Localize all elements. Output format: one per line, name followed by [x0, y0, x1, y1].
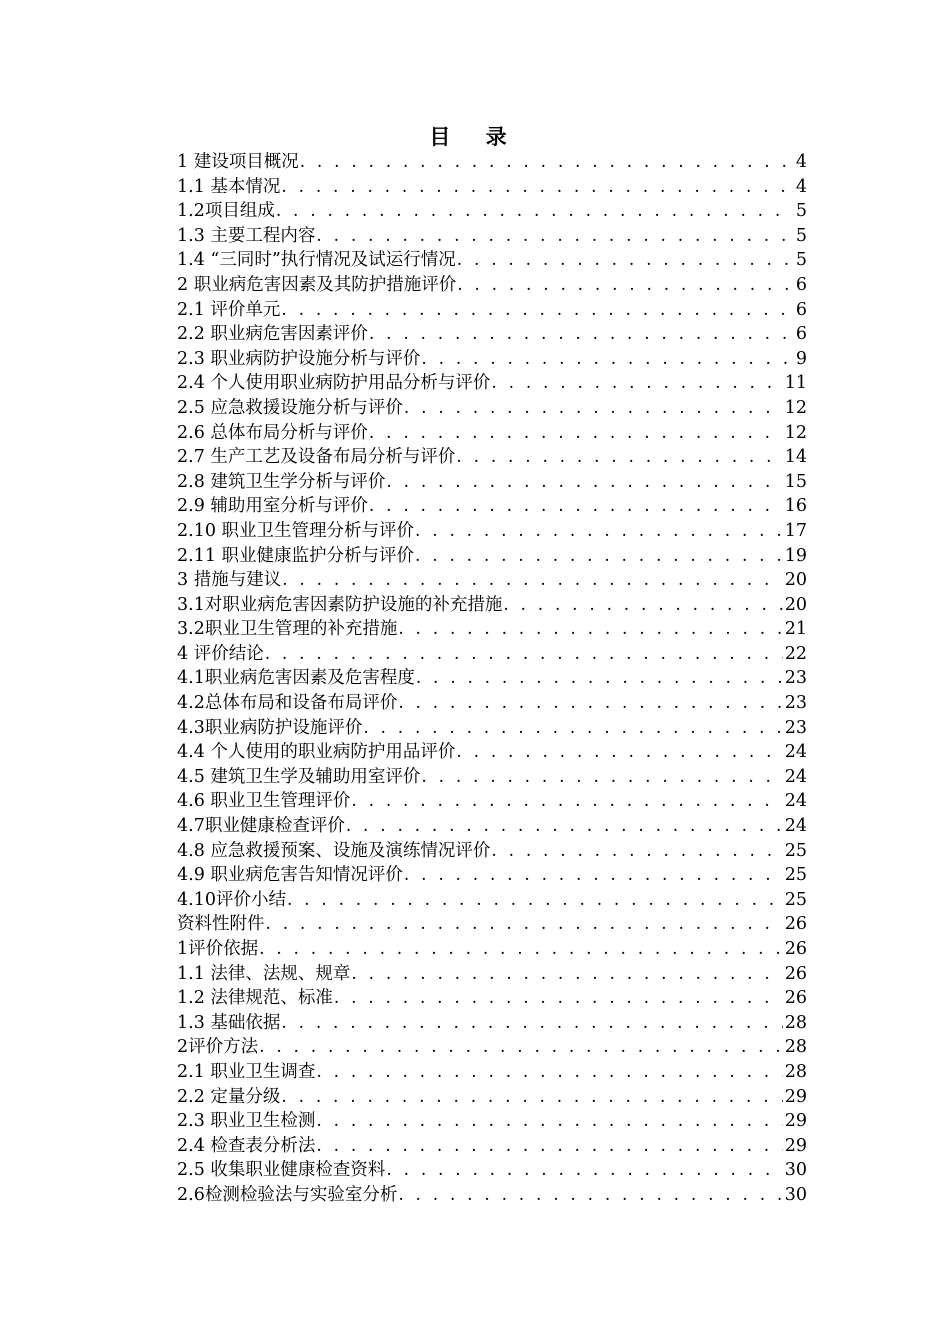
toc-dot-leader — [276, 199, 794, 224]
toc-entry[interactable] — [177, 396, 807, 421]
toc-entry-label: 4.3职业病防护设施评价 — [177, 717, 363, 738]
toc-entry[interactable] — [177, 691, 807, 716]
toc-page-number: 19 — [784, 545, 807, 566]
toc-entry-label: 2.10 职业卫生管理分析与评价 — [177, 520, 415, 541]
toc-dot-leader — [415, 544, 783, 569]
toc-entry-label: 4.8 应急救援预案、设施及演练情况评价 — [177, 840, 491, 861]
toc-entry-label: 1.1 基本情况 — [177, 176, 281, 197]
toc-entry[interactable] — [177, 814, 807, 839]
toc-page-number: 17 — [784, 520, 807, 541]
toc-entry-label: 2.3 职业卫生检测 — [177, 1111, 316, 1132]
toc-dot-leader — [282, 568, 783, 593]
toc-page-number: 14 — [784, 447, 807, 468]
toc-page-number: 29 — [784, 1135, 807, 1156]
toc-dot-leader — [300, 150, 794, 175]
toc-entry-label: 1.3 主要工程内容 — [177, 225, 316, 246]
toc-page-number: 23 — [784, 693, 807, 714]
toc-page-number: 11 — [784, 373, 807, 394]
toc-dot-leader — [281, 175, 793, 200]
toc-entry-label: 资料性附件 — [177, 914, 265, 935]
toc-dot-leader — [369, 494, 783, 519]
toc-page-number: 5 — [795, 225, 807, 246]
toc-entry[interactable] — [177, 224, 807, 249]
toc-entry-label: 4.1职业病危害因素及危害程度 — [177, 668, 415, 689]
toc-dot-leader — [503, 593, 782, 618]
toc-entry-label: 2.1 职业卫生调查 — [177, 1061, 316, 1082]
toc-entry-label: 4.7职业健康检查评价 — [177, 816, 345, 837]
toc-entry[interactable] — [177, 617, 807, 642]
toc-entry-label: 2.2 职业病危害因素评价 — [177, 324, 368, 345]
toc-entry-label: 2.4 检查表分析法 — [177, 1135, 316, 1156]
toc-dot-leader — [351, 789, 782, 814]
toc-entry[interactable] — [177, 1060, 807, 1085]
toc-dot-leader — [259, 1035, 783, 1060]
toc-entry-label: 4.4 个人使用的职业病防护用品评价 — [177, 742, 456, 763]
toc-dot-leader — [421, 347, 793, 372]
toc-dot-leader — [265, 642, 783, 667]
toc-page-number: 24 — [784, 791, 807, 812]
toc-entry[interactable] — [177, 347, 807, 372]
toc-dot-leader — [266, 912, 783, 937]
toc-entry[interactable] — [177, 937, 807, 962]
toc-page-number: 16 — [784, 496, 807, 517]
toc-entry-label: 2.1 评价单元 — [177, 299, 281, 320]
toc-entry[interactable] — [177, 1035, 807, 1060]
toc-page-number: 28 — [784, 1061, 807, 1082]
toc-entry[interactable] — [177, 175, 807, 200]
toc-dot-leader — [457, 273, 794, 298]
toc-entry-label: 2.3 职业病防护设施分析与评价 — [177, 348, 421, 369]
toc-entry-label: 4.9 职业病危害告知情况评价 — [177, 865, 403, 886]
toc-entry-label: 2评价方法 — [177, 1037, 259, 1058]
toc-dot-leader — [316, 224, 793, 249]
toc-page-number: 12 — [784, 397, 807, 418]
toc-dot-leader — [281, 1085, 782, 1110]
toc-dot-leader — [491, 371, 782, 396]
toc-entry[interactable] — [177, 199, 807, 224]
toc-entry-label: 2.5 应急救援设施分析与评价 — [177, 397, 403, 418]
toc-entry-label: 2.5 收集职业健康检查资料 — [177, 1160, 386, 1181]
toc-entry[interactable] — [177, 1011, 807, 1036]
toc-entry[interactable] — [177, 1183, 807, 1208]
toc-entry-label: 1.1 法律、法规、规章 — [177, 963, 351, 984]
toc-dot-leader — [281, 298, 793, 323]
toc-page-number: 26 — [784, 988, 807, 1009]
toc-page-number: 9 — [795, 348, 807, 369]
toc-entry-label: 2.9 辅助用室分析与评价 — [177, 496, 368, 517]
toc-page-number: 5 — [795, 201, 807, 222]
toc-dot-leader — [363, 716, 782, 741]
toc-entry-label: 4.2总体布局和设备布局评价 — [177, 693, 398, 714]
toc-page-number: 20 — [784, 570, 807, 591]
toc-entry-label: 2.6检测检验法与实验室分析 — [177, 1184, 398, 1205]
toc-entry-label: 1评价依据 — [177, 939, 259, 959]
toc-dot-leader — [456, 740, 782, 765]
toc-page-number: 23 — [784, 668, 807, 689]
toc-entry-label: 4.6 职业卫生管理评价 — [177, 791, 351, 812]
toc-dot-leader — [416, 666, 783, 691]
toc-dot-leader — [457, 248, 794, 273]
toc-entry[interactable] — [177, 888, 807, 913]
toc-dot-leader — [316, 1109, 782, 1134]
toc-page-number: 24 — [784, 766, 807, 787]
toc-dot-leader — [281, 1011, 782, 1036]
toc-entry[interactable] — [177, 1134, 807, 1159]
toc-list — [177, 150, 807, 1208]
toc-entry-label: 2.2 定量分级 — [177, 1086, 281, 1107]
toc-entry-label: 1 建设项目概况 — [177, 152, 299, 172]
toc-entry-label: 3.2职业卫生管理的补充措施 — [177, 619, 398, 640]
toc-entry[interactable] — [177, 273, 807, 298]
toc-entry[interactable] — [177, 248, 807, 273]
toc-page-number: 22 — [784, 643, 807, 664]
toc-entry[interactable] — [177, 642, 807, 667]
toc-dot-leader — [421, 765, 782, 790]
toc-page-number: 15 — [784, 471, 807, 492]
toc-page-number: 26 — [784, 963, 807, 984]
toc-entry[interactable] — [177, 839, 807, 864]
toc-page-number: 24 — [784, 742, 807, 763]
toc-page-number: 6 — [795, 274, 807, 295]
toc-entry-label: 1.2项目组成 — [177, 201, 275, 222]
toc-page-number: 21 — [784, 619, 807, 640]
toc-page-number: 29 — [784, 1086, 807, 1107]
toc-dot-leader — [334, 986, 783, 1011]
toc-entry[interactable] — [177, 470, 807, 495]
toc-entry[interactable] — [177, 593, 807, 618]
toc-dot-leader — [369, 421, 783, 446]
toc-page-number: 4 — [795, 176, 807, 197]
toc-entry-label: 3 措施与建议 — [177, 570, 282, 591]
toc-page-number: 4 — [795, 152, 807, 172]
toc-dot-leader — [398, 1183, 782, 1208]
toc-page-number: 5 — [795, 250, 807, 271]
toc-entry[interactable] — [177, 421, 807, 446]
toc-entry[interactable] — [177, 1085, 807, 1110]
toc-dot-leader — [404, 863, 783, 888]
toc-page-number: 25 — [784, 889, 807, 910]
toc-page-number: 28 — [784, 1037, 807, 1058]
toc-dot-leader — [316, 1060, 782, 1085]
toc-entry[interactable] — [177, 519, 807, 544]
toc-entry[interactable] — [177, 765, 807, 790]
toc-entry[interactable] — [177, 150, 807, 175]
toc-page-number: 26 — [784, 939, 807, 959]
toc-entry[interactable] — [177, 716, 807, 741]
toc-dot-leader — [398, 691, 782, 716]
toc-title: 目 录 — [429, 124, 521, 149]
toc-entry[interactable] — [177, 445, 807, 470]
toc-dot-leader — [287, 888, 783, 913]
toc-page-number: 6 — [795, 299, 807, 320]
toc-entry-label: 2.4 个人使用职业病防护用品分析与评价 — [177, 373, 491, 394]
toc-page-number: 12 — [784, 422, 807, 443]
toc-page-number: 23 — [784, 717, 807, 738]
toc-entry-label: 2.11 职业健康监护分析与评价 — [177, 545, 415, 566]
toc-entry-label: 2.7 生产工艺及设备布局分析与评价 — [177, 447, 456, 468]
toc-page-number: 24 — [784, 816, 807, 837]
toc-dot-leader — [415, 519, 783, 544]
toc-page-number: 30 — [784, 1184, 807, 1205]
toc-dot-leader — [456, 445, 782, 470]
toc-page-number: 26 — [784, 914, 807, 935]
toc-entry-label: 4 评价结论 — [177, 643, 264, 664]
toc-entry-label: 2 职业病危害因素及其防护措施评价 — [177, 274, 457, 295]
toc-entry[interactable] — [177, 494, 807, 519]
toc-entry-label: 1.2 法律规范、标准 — [177, 988, 333, 1009]
toc-entry[interactable] — [177, 986, 807, 1011]
toc-dot-leader — [398, 617, 782, 642]
toc-dot-leader — [316, 1134, 782, 1159]
toc-entry[interactable] — [177, 544, 807, 569]
toc-entry[interactable] — [177, 789, 807, 814]
toc-entry-label: 1.3 基础依据 — [177, 1012, 281, 1033]
toc-dot-leader — [491, 839, 782, 864]
toc-entry[interactable] — [177, 371, 807, 396]
toc-entry[interactable] — [177, 322, 807, 347]
toc-dot-leader — [259, 937, 783, 962]
toc-entry-label: 1.4 “三同时”执行情况及试运行情况 — [177, 250, 456, 271]
toc-entry[interactable] — [177, 962, 807, 987]
toc-page-number: 28 — [784, 1012, 807, 1033]
toc-entry-label: 4.5 建筑卫生学及辅助用室评价 — [177, 766, 421, 787]
toc-dot-leader — [351, 962, 782, 987]
toc-dot-leader — [346, 814, 783, 839]
toc-dot-leader — [386, 1158, 782, 1183]
toc-page-number: 30 — [784, 1160, 807, 1181]
toc-entry-label: 2.8 建筑卫生学分析与评价 — [177, 471, 386, 492]
toc-page-number: 29 — [784, 1111, 807, 1132]
toc-dot-leader — [386, 470, 782, 495]
toc-entry[interactable] — [177, 863, 807, 888]
toc-page-number: 25 — [784, 865, 807, 886]
toc-entry[interactable] — [177, 740, 807, 765]
toc-entry[interactable] — [177, 666, 807, 691]
toc-entry[interactable] — [177, 568, 807, 593]
toc-page-number: 6 — [795, 324, 807, 345]
toc-dot-leader — [369, 322, 794, 347]
toc-page-number: 25 — [784, 840, 807, 861]
toc-entry[interactable] — [177, 1158, 807, 1183]
toc-entry[interactable] — [177, 912, 807, 937]
toc-entry[interactable] — [177, 1109, 807, 1134]
toc-page-number: 20 — [784, 594, 807, 615]
toc-entry[interactable] — [177, 298, 807, 323]
toc-entry-label: 4.10评价小结 — [177, 889, 286, 910]
toc-dot-leader — [404, 396, 783, 421]
toc-entry-label: 3.1对职业病危害因素防护设施的补充措施 — [177, 594, 503, 615]
toc-entry-label: 2.6 总体布局分析与评价 — [177, 422, 368, 443]
